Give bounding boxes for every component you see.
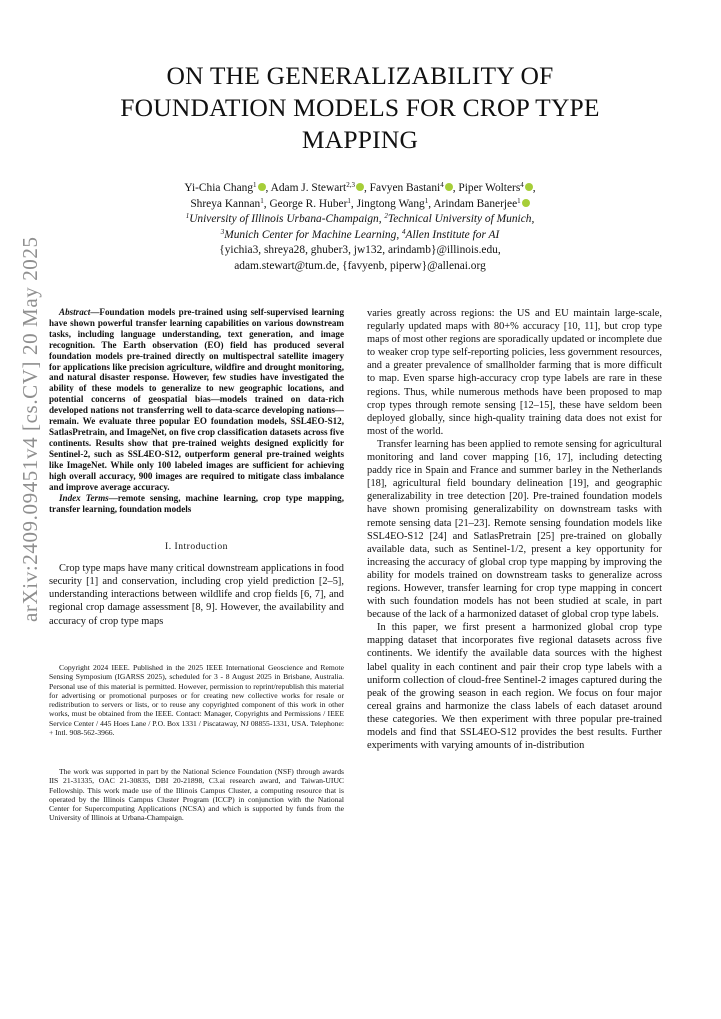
index-terms: Index Terms—remote sensing, machine learning, crop type mapping, transfer learning, foundation models	[49, 493, 344, 515]
abstract: Abstract—Foundation models pre-trained using self-supervised learning have shown powerful transfer learning capabilities on various downstream tasks, including language understanding, text generation, and image recognition. The Earth observation (EO) field has produced several foundation models pre-trained directly on multispectral satellite imagery for applications like precision agriculture, wildfire and drought monitoring, and natural disaster response. However, few studies have investigated the ability of these models to generalize to new geographic locations, and potential concerns of geospatial bias—models trained on data-rich developed nations not transferring well to data-scarce developing nations—remain. We evaluate three popular EO foundation models, SSL4EO-S12, SatlasPretrain, and ImageNet, on five crop classification datasets across five continents. Results show that pre-trained weights designed explicitly for Sentinel-2, such as SSL4EO-S12, outperform general pre-trained weights like ImageNet. While only 100 labeled images are sufficient for achieving high overall accuracy, 900 images are required to mitigate class imbalance and improve average accuracy.	[49, 307, 344, 492]
paper-title	[60, 60, 660, 156]
author-name: Shreya Kannan	[190, 197, 261, 210]
author-name: Yi-Chia Chang	[184, 182, 254, 194]
section-heading: I. Introduction	[165, 541, 228, 553]
arxiv-side-stamp: arXiv:2409.09451v4 [cs.CV] 20 May 2025	[18, 236, 42, 622]
affiliation-line: $^1$University of Illinois Urbana-Champaign, $^2$Technical University of Munich,	[185, 212, 535, 226]
author-name: Adam J. Stewart	[270, 182, 347, 194]
body-paragraph: Transfer learning has been applied to remote sensing for agricultural monitoring and land cover mapping [16, 17], including detecting paddy rice in Spain and France and summer barley in the Netherlands [18], agricultural field boundary delineation [19], and geographic generalizability in tree detection [20]. Pre-trained foundation models have shown promising generalizability on downstream tasks with remote sensing data [21–23]. Remote sensing foundation models like SSL4EO-S12 [24] and SatlasPretrain [25] pre-trained on globally available data, such as Sentinel-1/2, present a key opportunity for increasing the accuracy of global crop type mapping by improving the ability for models trained on downstream tasks to generalize across regions. However, transfer learning for crop type mapping in concert with such foundation models has not been studied at scale, in part because of the lack of a harmonized dataset of global crop type labels.	[367, 438, 662, 621]
orcid-icon[interactable]	[522, 199, 530, 207]
affiliation-line: $^3$Munich Center for Machine Learning, $^4$Allen Institute for AI	[220, 227, 500, 241]
orcid-icon[interactable]	[525, 183, 533, 191]
copyright-footnote: Copyright 2024 IEEE. Published in the 2025 IEEE International Geoscience and Remote Sensing Symposium (IGARSS 2025), scheduled for 3 - 8 August 2025 in Brisbane, Australia. Personal use of this material is permitted. However, permission to reprint/republish this material for advertising or promotional purposes or for creating new collective works for resale or redistribution to servers or lists, or to reuse any copyrighted component of this work in other works, must be obtained from the IEEE. Contact: Manager, Copyrights and Permissions / IEEE Service Center / 445 Hoes Lane / P.O. Box 1331 / Piscataway, NJ 08855-1331, USA. Telephone: + Intl. 908-562-3966.	[49, 663, 344, 738]
author-name: Arindam Banerjee	[433, 197, 518, 210]
left-column	[49, 307, 344, 628]
right-column	[367, 307, 662, 752]
author-name: Piper Wolters	[458, 182, 521, 194]
author-name: George R. Huber	[269, 197, 348, 210]
body-paragraph: In this paper, we first present a harmonized global crop type mapping dataset that incorporates five regional datasets across five continents. We identify the available data sources with the highest label quality in each continent and pair their crop type labels with a uniform collection of cloud-free Sentinel-2 images captured during the peak of the growing season in each region. We focus on four major cereal grains and harmonize the class labels of each dataset around these categories. We then experiment with three popular pre-trained models and find that SSL4EO-S12 provides the best results. Further experiments with varying amounts of in-distribution	[367, 622, 662, 752]
orcid-icon[interactable]	[258, 183, 266, 191]
author-block	[60, 181, 660, 275]
orcid-icon[interactable]	[445, 183, 453, 191]
title-line: FOUNDATION MODELS FOR CROP TYPE	[120, 93, 600, 122]
author-line: Shreya Kannan$^1$, George R. Huber$^1$, Jingtong Wang$^1$, Arindam Banerjee$^1$	[60, 197, 660, 213]
email-line: adam.stewart@tum.de, {favyenb, piperw}@allenai.org	[234, 259, 486, 272]
author-line: Yi-Chia Chang$^1$ , Adam J. Stewart$^{2,3}$ , Favyen Bastani$^4$ , Piper Wolters$^4$ ,	[184, 181, 536, 194]
author-name: Jingtong Wang	[356, 197, 425, 210]
orcid-icon[interactable]	[356, 183, 364, 191]
title-line: MAPPING	[301, 125, 419, 154]
body-paragraph: Crop type maps have many critical downstream applications in food security [1] and conservation, including crop yield prediction [2–5], understanding interactions between wildlife and crop fields [6, 7], and regional crop damage assessment [8, 9]. However, the availability and accuracy of crop type maps	[49, 563, 344, 627]
author-name: Favyen Bastani	[369, 182, 441, 194]
title-line: ON THE GENERALIZABILITY OF	[166, 61, 554, 90]
funding-footnote: The work was supported in part by the National Science Foundation (NSF) through awards IIS 21-31335, OAC 21-30835, DBI 20-21898, C3.ai research award, and Taiwan-UIUC Fellowship. This work made use of the Illinois Campus Cluster, a computing resource that is operated by the Illinois Campus Cluster Program (ICCP) in conjunction with the National Center for Supercomputing Applications (NCSA) and which is supported by funds from the University of Illinois at Urbana-Champaign.	[49, 767, 344, 823]
email-line: {yichia3, shreya28, ghuber3, jw132, arindamb}@illinois.edu,	[219, 244, 501, 257]
body-paragraph: varies greatly across regions: the US and EU maintain large-scale, regularly updated maps with 80+% accuracy [10, 11], but crop type maps of most other regions are sporadically updated or incomplete due to weaker crop type self-reporting policies, less government resources, and a greater prevalence of smallholder farming that is more difficult to map. Even sparse high-accuracy crop type labels are rare in these regions. Thus, while numerous methods have been proposed to map crop types through remote sensing [12–15], these have seldom been deployed globally, since high-quality training data does not exist for most of the world.	[367, 308, 662, 437]
